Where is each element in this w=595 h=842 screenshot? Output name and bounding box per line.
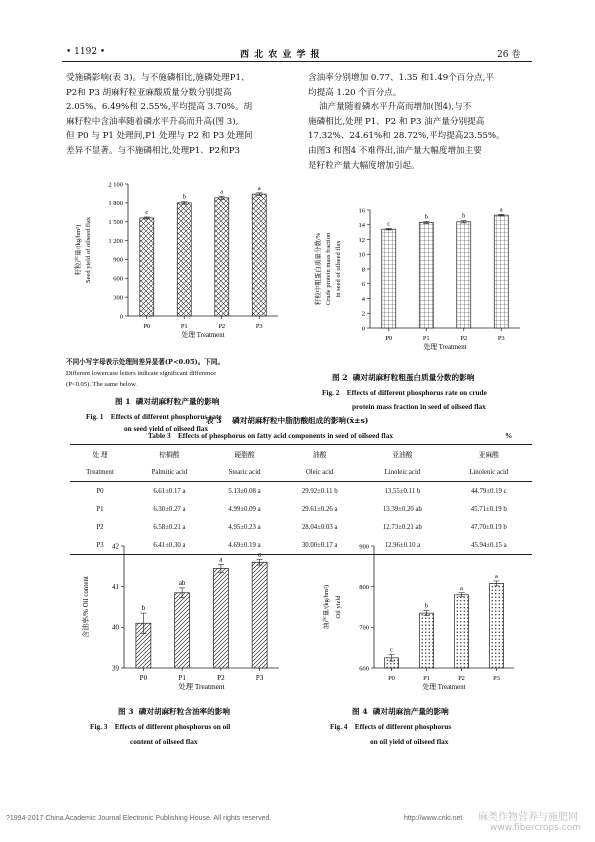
x-tick-label: P3 (493, 675, 500, 682)
table-row (70, 536, 532, 555)
fig4-caption-cn: 图 4 磷对胡麻油产量的影响 (352, 707, 449, 716)
bar (420, 613, 434, 668)
bar (177, 203, 191, 316)
y-tick-label: 8 (361, 266, 365, 274)
x-tick-label: P1 (423, 675, 430, 682)
table-cell: 30.00±0.17 a (280, 536, 359, 555)
fig1-caption-en: on seed yield of oilseed flax (124, 424, 209, 433)
significance-letter: a (257, 184, 261, 192)
fig3-caption-en: content of oilseed flax (130, 737, 198, 746)
y-axis-label: Oil yield (335, 595, 342, 619)
footer-url[interactable]: http://www.cnki.net (404, 815, 463, 822)
significance-letter: b (462, 212, 466, 220)
y-tick-label: 16 (358, 207, 365, 215)
y-tick-label: 39 (112, 664, 119, 673)
page-number: • 1192 • (66, 47, 106, 57)
table-row (70, 518, 532, 536)
fig3-caption-en: Fig. 3 Effects of different phosphorus on oil (90, 722, 231, 731)
table3-title-cn: 表 3 磷对胡麻籽粒中脂肪酸组成的影响(x̄±s) (206, 416, 369, 425)
bar (490, 583, 504, 668)
x-tick-label: P0 (385, 335, 393, 342)
table-cell: 13.39±0.20 ab (382, 505, 422, 513)
table-cell: P2 (96, 523, 104, 531)
x-tick-label: P0 (388, 675, 395, 682)
y-tick-label: 1 500 (108, 219, 123, 227)
table-header: 处 理 (70, 445, 130, 464)
y-tick-label: 40 (112, 623, 119, 632)
x-tick-label: P1 (180, 323, 188, 330)
y-tick-label: 300 (113, 294, 123, 302)
bar (213, 568, 228, 668)
table-header: 亚麻酸 (446, 445, 532, 464)
x-tick-label: P3 (255, 674, 264, 682)
table-cell: 13.55±0.11 b (384, 487, 421, 495)
table-row (70, 482, 532, 501)
y-axis-label: 籽粒产量/(kg/hm²) (75, 224, 82, 276)
text-line: 17.32%、24.61%和 28.72%,平均提高23.55%。 (308, 131, 505, 142)
bar (455, 595, 469, 668)
x-tick-label: P1 (422, 335, 430, 342)
table-row (70, 500, 532, 518)
table-cell: 6.30±0.27 a (153, 505, 186, 513)
table-cell: 4.95±0.23 a (228, 523, 261, 531)
x-tick-label: P0 (143, 323, 151, 330)
table-cell: 45.71±0.19 b (470, 505, 507, 513)
text-line: 差异不显著。与不施磷相比,处理P1、P2和P3 (66, 145, 240, 156)
text-line: 均提高 1.20 个百分点。 (308, 87, 402, 98)
x-tick-label: P0 (139, 674, 148, 682)
fig2-caption-cn: 图 2 磷对胡麻籽粒粗蛋白质量分数的影响 (332, 373, 475, 382)
text-line: 是籽粒产量大幅度增加引起。 (308, 160, 420, 171)
y-axis-label: Seed yield of oilseed flax (85, 216, 92, 284)
significance-letter: a (219, 555, 223, 564)
table-cell: 6.61±0.17 a (153, 487, 186, 495)
right-paragraph (308, 71, 505, 173)
fig1-caption-en: Fig. 1 Effects of different phosphorus rate (86, 412, 222, 421)
significance-letter: ab (178, 578, 186, 587)
text-line: P2和 P3 胡麻籽粒亚麻酸质量分数分别提高 (66, 87, 232, 98)
y-tick-label: 42 (112, 542, 119, 551)
y-tick-label: 10 (358, 251, 365, 259)
y-tick-label: 12 (358, 236, 365, 244)
table-header: 硬脂酸 (209, 445, 280, 464)
text-line: 含油率分别增加 0.77、1.35 和1.49个百分点,平 (308, 73, 494, 83)
bar (175, 593, 190, 668)
bar (457, 222, 471, 328)
table-cell: 4.99±0.09 a (228, 505, 261, 513)
y-tick-label: 600 (359, 665, 369, 673)
fig2-chart (308, 200, 533, 362)
fig4-chart (312, 536, 527, 701)
text-line: 油产量随着磷水平升高而增加(图4),与不 (308, 102, 472, 113)
fig2-caption-en: Fig. 2 Effects of different phosphorus rate on crude (322, 388, 487, 397)
table-header: Linoleic acid (359, 463, 445, 482)
table-header: Oleic acid (280, 463, 359, 482)
x-tick-label: P2 (218, 323, 226, 330)
x-axis-label: 处理 Treatment (423, 344, 467, 351)
table-header: 亚油酸 (359, 445, 445, 464)
bar (252, 562, 267, 668)
table-cell: 29.92±0.11 b (301, 487, 338, 495)
y-tick-label: 1 800 (108, 200, 123, 208)
table-cell: 28.04±0.03 a (301, 523, 338, 531)
bar (419, 223, 433, 328)
x-axis-label: 处理 Treatment (181, 332, 225, 339)
significance-letter: a (460, 584, 463, 592)
x-tick-label: P1 (178, 674, 186, 682)
table-header: Treatment (70, 463, 130, 482)
copyright-footer: ?1994-2017 China Academic Journal Electronic Publishing House. All rights reserved. (6, 815, 272, 822)
table3-title-en: Table 3 Effects of phosphorus on fatty acid components in seed of oilseed flax (148, 431, 393, 440)
y-tick-label: 900 (113, 256, 123, 264)
y-tick-label: 2 (361, 310, 365, 318)
bar (215, 198, 229, 316)
significance-letter: b (182, 193, 186, 201)
note-en-line: (P<0.05). The same below. (66, 381, 137, 388)
x-tick-label: P3 (497, 335, 505, 342)
table-cell: 4.69±0.19 a (209, 536, 280, 555)
fig3-caption-cn: 图 3 磷对胡麻籽粒含油率的影响 (118, 707, 230, 716)
y-tick-label: 0 (361, 325, 365, 333)
fig3-chart (66, 536, 291, 701)
text-line: 2.05%、6.49%和 2.55%,平均提高 3.70%。胡 (66, 102, 253, 113)
x-axis-label: 处理 Treatment (178, 682, 225, 691)
text-line: 但 P0 与 P1 处理间,P1 处理与 P2 和 P3 处理间 (66, 131, 253, 142)
y-tick-label: 2 100 (108, 181, 123, 189)
watermark-url: www.fibercrops.com (490, 823, 581, 833)
bar (140, 218, 154, 316)
significance-letter: b (424, 602, 429, 610)
x-tick-label: P2 (460, 335, 468, 342)
table-header: Stearic acid (209, 463, 280, 482)
y-axis-label: in seed of oilseed flax (335, 240, 342, 298)
y-tick-label: 0 (119, 313, 123, 321)
x-tick-label: P2 (458, 675, 465, 682)
journal-name: 西 北 农 业 学 报 (240, 50, 321, 60)
y-tick-label: 700 (359, 624, 369, 632)
text-line: 麻籽粒中含油率随着磷水平升高而升高(图 3), (66, 116, 239, 127)
watermark-text: 麻类作物营养与施肥网 (478, 812, 578, 823)
x-tick-label: P2 (217, 674, 225, 682)
text-line: 受施磷影响(表 3)。与不施磷相比,施磷处理P1、 (66, 73, 250, 83)
table-cell: 29.61±0.26 a (301, 505, 338, 513)
y-tick-label: 6 (361, 281, 365, 289)
table-cell: 47.70±0.19 b (470, 523, 507, 531)
y-axis-label: 含油率/% Oil content (82, 576, 90, 638)
y-tick-label: 800 (359, 583, 369, 591)
fig1-chart (66, 176, 286, 356)
table3-unit: % (505, 431, 513, 440)
table-header: 油酸 (280, 445, 359, 464)
header-rule (62, 61, 532, 62)
significance-letter: b (424, 213, 428, 221)
bar (494, 215, 508, 328)
note-cn: 不同小写字母表示处理间差异显著(P<0.05)。下同。 (66, 358, 225, 366)
table-header: Linolenic acid (446, 463, 532, 482)
y-tick-label: 4 (361, 295, 365, 303)
table-cell: P0 (96, 487, 104, 495)
table-cell: 44.79±0.19 c (470, 487, 507, 495)
x-tick-label: P3 (255, 323, 263, 330)
y-axis-label: 籽粒中粗蛋白质量分数/% (315, 232, 322, 306)
text-line: 由图3 和图4 不难得出,油产量大幅度增加主要 (308, 145, 482, 156)
table-cell: 45.94±0.15 a (446, 536, 532, 555)
y-axis-label: 油产量/(kg/hm²) (323, 584, 330, 630)
table-cell: 6.41±0.30 a (130, 536, 209, 555)
table-cell: P1 (96, 505, 104, 513)
note-en-line: Different lowercase letters indicate significant difference (66, 370, 217, 377)
y-tick-label: 1 200 (108, 237, 123, 245)
significance-letter: c (387, 220, 391, 228)
significance-letter: a (499, 206, 503, 214)
significance-letter: a (495, 572, 498, 580)
y-tick-label: 41 (112, 582, 119, 591)
bar (252, 194, 266, 316)
table-cell: 6.58±0.21 a (153, 523, 186, 531)
y-tick-label: 14 (358, 222, 365, 230)
y-tick-label: 900 (359, 543, 369, 551)
significance-letter: b (141, 604, 146, 613)
table-cell: 12.96±0.10 a (359, 536, 445, 555)
table-cell: 12.73±0.21 ab (382, 523, 422, 531)
fig2-caption-en: protein mass fraction in seed of oilseed flax (352, 402, 486, 411)
table-cell: 5.13±0.08 a (228, 487, 261, 495)
y-tick-label: 600 (113, 275, 123, 283)
significance-letter: c (145, 209, 149, 216)
x-axis-label: 处理 Treatment (422, 684, 466, 691)
y-axis-label: Crude protein mass fraction (325, 232, 332, 306)
table-cell: P3 (70, 536, 130, 555)
significance-letter: a (258, 550, 262, 559)
table-header: Palmitic acid (130, 463, 209, 482)
figure-note (66, 357, 224, 390)
fig4-caption-en: on oil yield of oilseed flax (370, 737, 449, 746)
significance-letter: a (220, 188, 224, 196)
table3 (70, 444, 532, 555)
table-header: 棕榈酸 (130, 445, 209, 464)
left-paragraph (66, 71, 253, 159)
significance-letter: c (390, 646, 393, 654)
volume-label: 26 卷 (497, 50, 521, 60)
fig4-caption-en: Fig. 4 Effects of different phosphorus (330, 722, 452, 731)
bar (382, 229, 396, 328)
text-line: 施磷相比,处理 P1、P2 和 P3 油产量分别提高 (308, 116, 485, 127)
fig1-caption-cn: 图 1 磷对胡麻籽粒产量的影响 (115, 397, 220, 406)
